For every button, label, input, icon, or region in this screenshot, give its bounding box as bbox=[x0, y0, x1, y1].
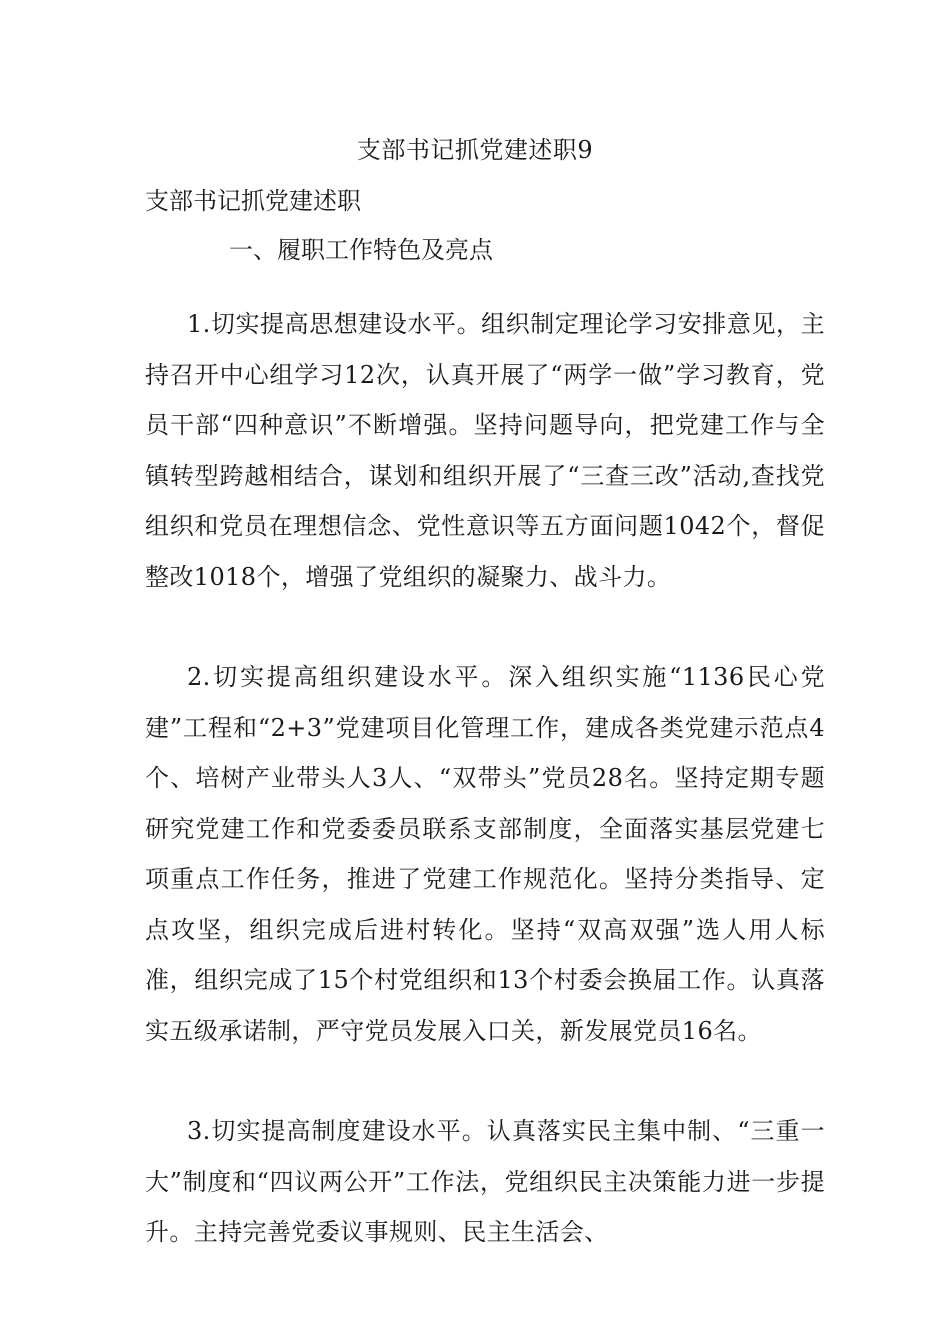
paragraph-institutional-building: 3.切实提高制度建设水平。认真落实民主集中制、“三重一大”制度和“四议两公开”工作法，党组织民主决策能力进一步提升。主持完善党委议事规则、民主生活会、 bbox=[145, 1117, 825, 1246]
document-subtitle: 支部书记抓党建述职 bbox=[145, 187, 361, 215]
section-heading: 一、履职工作特色及亮点 bbox=[229, 236, 493, 264]
document-title: 支部书记抓党建述职9 bbox=[356, 136, 594, 164]
paragraph-organizational-building: 2.切实提高组织建设水平。深入组织实施“1136民心党建”工程和“2+3”党建项目化管理工作，建成各类党建示范点4个、培树产业带头人3人、“双带头”党员28名。坚持定期专题研究党建工作和党委委员联系支部制度，全面落实基层党建七项重点工作任务，推进了党建工作规范化。坚持分类指导、定点攻坚，组织完成后进村转化。坚持“双高双强”选人用人标准，组织完成了15个村党组织和13个村委会换届工作。认真落实五级承诺制，严守党员发展入口关，新发展党员16名。 bbox=[145, 663, 825, 1045]
paragraph-ideological-building: 1.切实提高思想建设水平。组织制定理论学习安排意见，主持召开中心组学习12次，认真开展了“两学一做”学习教育，党员干部“四种意识”不断增强。坚持问题导向，把党建工作与全镇转型跨越相结合，谋划和组织开展了“三查三改”活动,查找党组织和党员在理想信念、党性意识等五方面问题1042个，督促整改1018个，增强了党组织的凝聚力、战斗力。 bbox=[145, 310, 825, 591]
